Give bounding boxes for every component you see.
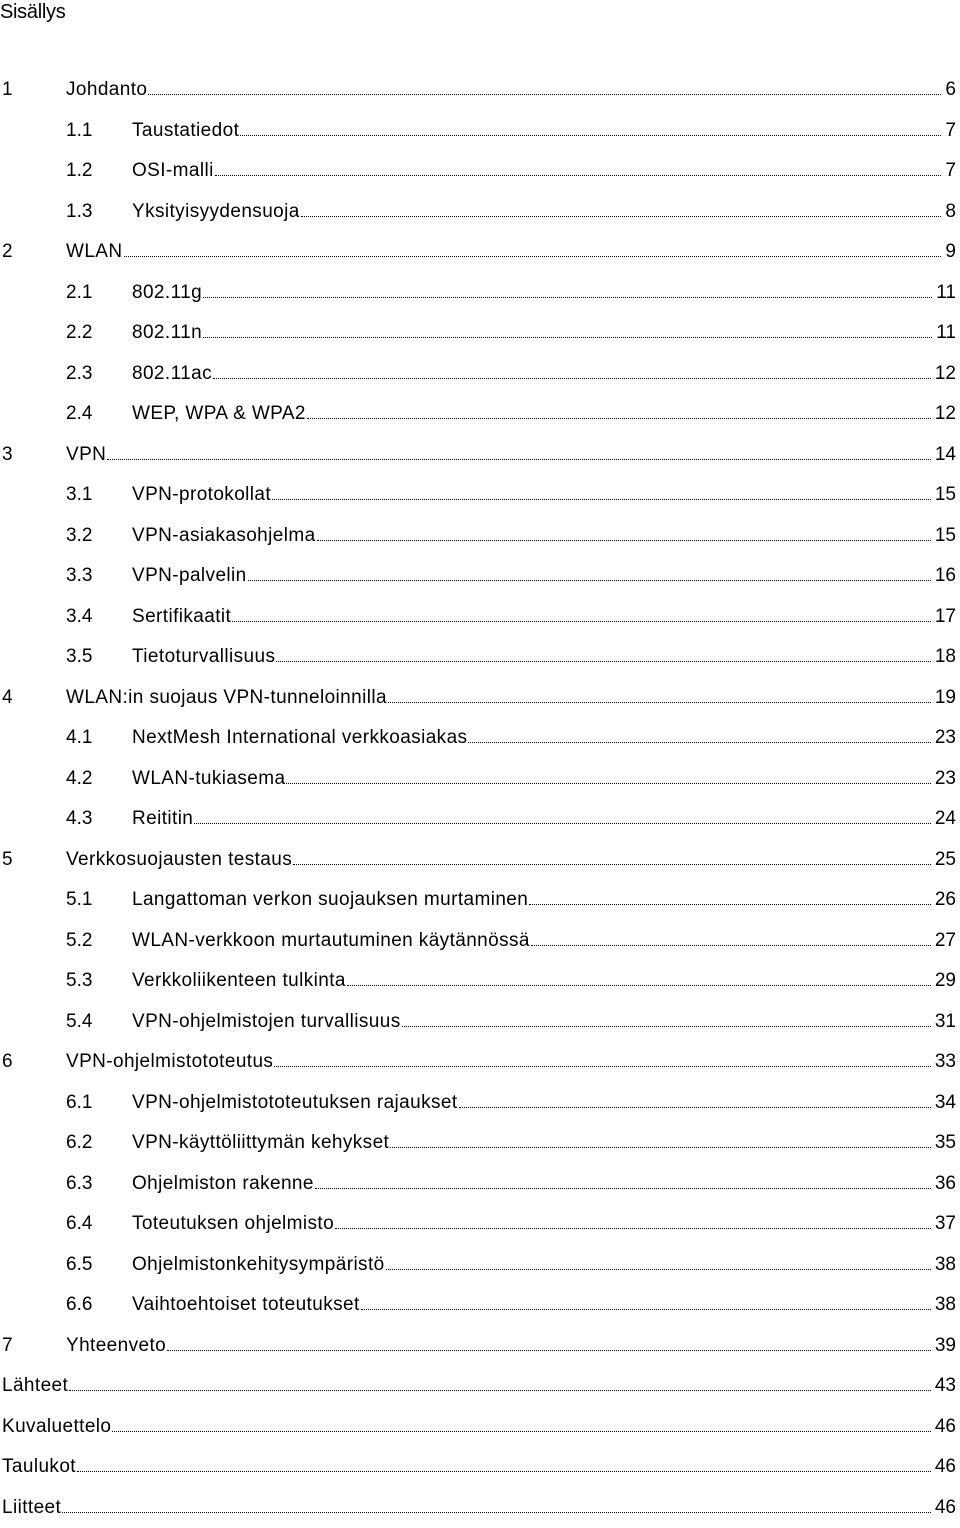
toc-entry-number: 2.4 [66,403,92,425]
toc-entry[interactable] [0,880,960,921]
toc-entry-title[interactable]: WLAN-tukiasema [132,768,285,790]
table-of-contents [0,70,960,1528]
toc-entry-number: 5 [2,849,13,871]
toc-entry-line [132,120,956,142]
toc-entry-page-number: 34 [935,1092,956,1114]
toc-entry-number: 7 [2,1335,13,1357]
toc-entry-title[interactable]: Verkkoliikenteen tulkinta [132,970,346,992]
toc-entry-number: 6 [2,1051,13,1073]
toc-entry-page-number: 16 [935,565,956,587]
toc-entry[interactable] [0,1366,960,1407]
toc-entry[interactable] [0,1123,960,1164]
dot-leader [203,337,932,338]
toc-entry-page-number: 15 [935,525,956,547]
toc-entry-line [66,1051,956,1073]
toc-entry-line [66,849,956,871]
toc-entry-line [132,525,956,547]
toc-entry-line [132,1294,956,1316]
toc-entry-title[interactable]: WLAN-verkkoon murtautuminen käytännössä [132,930,530,952]
toc-entry-number: 6.2 [66,1132,92,1154]
toc-entry[interactable] [0,840,960,881]
toc-entry-line [132,1092,956,1114]
toc-entry-title[interactable]: NextMesh International verkkoasiakas [132,727,467,749]
toc-entry-line [132,768,956,790]
toc-entry-line [66,687,956,709]
toc-entry-line [2,1416,956,1438]
toc-entry[interactable] [0,556,960,597]
toc-entry[interactable] [0,1285,960,1326]
toc-entry-number: 4.1 [66,727,92,749]
toc-entry-title[interactable]: 802.11ac [132,363,212,385]
toc-entry-number: 3 [2,444,13,466]
toc-entry-title[interactable]: VPN-ohjelmistototeutuksen rajaukset [132,1092,458,1114]
toc-entry-number: 3.3 [66,565,92,587]
toc-entry-number: 2 [2,241,13,263]
toc-entry-page-number: 23 [935,768,956,790]
dot-leader [402,1026,931,1027]
toc-entry-page-number: 29 [935,970,956,992]
toc-entry-title[interactable]: Langattoman verkon suojauksen murtaminen [132,889,528,911]
toc-entry-title[interactable]: VPN-palvelin [132,565,247,587]
toc-entry-title[interactable]: Liitteet [2,1497,61,1519]
toc-entry-page-number: 46 [935,1497,956,1519]
toc-entry-line [2,1497,956,1519]
toc-entry-line [132,1173,956,1195]
toc-entry-line [132,160,956,182]
toc-entry-title[interactable]: VPN-ohjelmistototeutus [66,1051,273,1073]
toc-entry[interactable] [0,1407,960,1448]
toc-entry-page-number: 7 [945,120,956,142]
toc-entry[interactable] [0,70,960,111]
toc-entry-page-number: 6 [945,79,956,101]
toc-entry-title[interactable]: VPN-protokollat [132,484,271,506]
toc-entry-number: 6.3 [66,1173,92,1195]
toc-entry-page-number: 35 [935,1132,956,1154]
toc-entry-title[interactable]: Toteutuksen ohjelmisto [132,1213,334,1235]
toc-entry[interactable] [0,678,960,719]
toc-entry-number: 4 [2,687,13,709]
toc-entry-page-number: 46 [935,1456,956,1478]
toc-entry[interactable] [0,1204,960,1245]
toc-entry-page-number: 17 [935,606,956,628]
dot-leader [276,661,930,662]
toc-entry-number: 4.2 [66,768,92,790]
toc-entry[interactable] [0,921,960,962]
toc-entry-title[interactable]: VPN-käyttöliittymän kehykset [132,1132,389,1154]
toc-entry-line [132,1011,956,1033]
toc-entry[interactable] [0,718,960,759]
toc-entry-number: 2.2 [66,322,92,344]
toc-entry[interactable] [0,759,960,800]
toc-entry-number: 6.5 [66,1254,92,1276]
toc-entry-title[interactable]: Vaihtoehtoiset toteutukset [132,1294,360,1316]
toc-entry-line [132,889,956,911]
toc-entry-number: 6.6 [66,1294,92,1316]
dot-leader [459,1107,931,1108]
toc-entry-title[interactable]: Yksityisyydensuoja [132,201,300,223]
toc-entry-page-number: 36 [935,1173,956,1195]
toc-entry[interactable] [0,192,960,233]
toc-entry-page-number: 18 [935,646,956,668]
toc-entry-page-number: 25 [935,849,956,871]
toc-entry[interactable] [0,354,960,395]
toc-entry-number: 1.2 [66,160,92,182]
toc-entry[interactable] [0,597,960,638]
toc-entry-title[interactable]: VPN-asiakasohjelma [132,525,316,547]
dot-leader [272,499,931,500]
dot-leader [77,1471,931,1472]
toc-entry-page-number: 26 [935,889,956,911]
toc-entry-title[interactable]: Yhteenveto [66,1335,166,1357]
toc-entry-title[interactable]: Sertifikaatit [132,606,231,628]
toc-entry-line [132,1132,956,1154]
toc-entry-title[interactable]: Johdanto [66,79,147,101]
toc-entry-page-number: 27 [935,930,956,952]
toc-entry-number: 3.1 [66,484,92,506]
dot-leader [361,1309,931,1310]
dot-leader [215,175,942,176]
toc-entry-page-number: 12 [935,363,956,385]
toc-entry-line [66,241,956,263]
toc-entry-title[interactable]: Ohjelmistonkehitysympäristö [132,1254,385,1276]
toc-entry-title[interactable]: Tietoturvallisuus [132,646,275,668]
toc-entry-number: 5.2 [66,930,92,952]
toc-entry-page-number: 24 [935,808,956,830]
dot-leader [274,1066,931,1067]
toc-entry[interactable] [0,273,960,314]
toc-entry-number: 6.1 [66,1092,92,1114]
toc-entry-title[interactable]: Ohjelmiston rakenne [132,1173,314,1195]
toc-entry[interactable] [0,1083,960,1124]
dot-leader [347,985,931,986]
toc-entry-title[interactable]: Lähteet [2,1375,68,1397]
toc-entry-line [132,322,956,344]
dot-leader [293,864,931,865]
toc-entry-title[interactable]: 802.11n [132,322,202,344]
toc-entry-title[interactable]: Reititin [132,808,193,830]
toc-entry[interactable] [0,1164,960,1205]
toc-entry-line [132,930,956,952]
dot-leader [167,1350,931,1351]
toc-entry[interactable] [0,516,960,557]
dot-leader [232,621,931,622]
toc-entry-page-number: 46 [935,1416,956,1438]
toc-entry[interactable] [0,1326,960,1367]
dot-leader [531,945,931,946]
toc-entry-line [2,1375,956,1397]
toc-entry-line [132,484,956,506]
toc-entry-line [132,201,956,223]
dot-leader [194,823,931,824]
toc-entry-line [132,808,956,830]
toc-entry-line [132,282,956,304]
toc-entry-page-number: 8 [945,201,956,223]
toc-entry[interactable] [0,799,960,840]
toc-entry-page-number: 38 [935,1254,956,1276]
dot-leader [213,378,931,379]
toc-entry[interactable] [0,475,960,516]
toc-entry-page-number: 14 [935,444,956,466]
toc-entry[interactable] [0,313,960,354]
toc-entry-page-number: 11 [936,282,956,304]
toc-entry[interactable] [0,637,960,678]
dot-leader [317,540,931,541]
toc-entry-number: 3.5 [66,646,92,668]
toc-entry[interactable] [0,435,960,476]
toc-entry[interactable] [0,1488,960,1528]
dot-leader [301,216,942,217]
toc-entry-title[interactable]: WLAN [66,241,123,263]
toc-entry-line [132,363,956,385]
dot-leader [315,1188,931,1189]
toc-entry-line [132,727,956,749]
toc-entry-title[interactable]: Verkkosuojausten testaus [66,849,292,871]
toc-entry-title[interactable]: Kuvaluettelo [2,1416,111,1438]
toc-entry-number: 5.3 [66,970,92,992]
toc-entry-number: 1.1 [66,120,92,142]
toc-entry-page-number: 7 [945,160,956,182]
toc-entry[interactable] [0,1447,960,1488]
toc-entry-title[interactable]: VPN [66,444,106,466]
toc-entry-title[interactable]: VPN-ohjelmistojen turvallisuus [132,1011,401,1033]
dot-leader [107,459,931,460]
toc-entry-line [132,565,956,587]
toc-entry-title[interactable]: WEP, WPA & WPA2 [132,403,306,425]
toc-entry-page-number: 11 [936,322,956,344]
toc-entry-number: 6.4 [66,1213,92,1235]
toc-entry-page-number: 31 [935,1011,956,1033]
toc-entry-title[interactable]: WLAN:in suojaus VPN-tunneloinnilla [66,687,387,709]
toc-entry-title[interactable]: Taulukot [2,1456,76,1478]
toc-entry[interactable] [0,961,960,1002]
dot-leader [529,904,931,905]
dot-leader [203,297,932,298]
toc-entry-line [132,606,956,628]
dot-leader [468,742,930,743]
toc-entry-number: 2.3 [66,363,92,385]
toc-entry-line [132,403,956,425]
toc-entry-page-number: 23 [935,727,956,749]
dot-leader [112,1431,930,1432]
dot-leader [62,1512,931,1513]
toc-entry-line [132,646,956,668]
toc-entry-page-number: 9 [945,241,956,263]
toc-entry[interactable] [0,151,960,192]
toc-entry-page-number: 39 [935,1335,956,1357]
toc-entry-line [132,1254,956,1276]
toc-entry-number: 4.3 [66,808,92,830]
toc-entry[interactable] [0,1245,960,1286]
dot-leader [240,135,941,136]
toc-entry-number: 1.3 [66,201,92,223]
toc-entry-line [132,970,956,992]
toc-entry-page-number: 12 [935,403,956,425]
dot-leader [386,1269,931,1270]
toc-entry-page-number: 19 [935,687,956,709]
toc-entry-line [66,79,956,101]
toc-entry-page-number: 33 [935,1051,956,1073]
toc-entry-number: 3.2 [66,525,92,547]
toc-entry-line [132,1213,956,1235]
toc-entry-page-number: 38 [935,1294,956,1316]
toc-entry-page-number: 37 [935,1213,956,1235]
toc-entry-number: 5.4 [66,1011,92,1033]
dot-leader [248,580,931,581]
toc-entry-line [66,1335,956,1357]
toc-entry-title[interactable]: 802.11g [132,282,202,304]
toc-entry[interactable] [0,111,960,152]
page-title: Sisällys [0,0,65,24]
toc-entry[interactable] [0,232,960,273]
toc-entry-page-number: 43 [935,1375,956,1397]
dot-leader [124,256,942,257]
toc-entry-page-number: 15 [935,484,956,506]
toc-entry[interactable] [0,1042,960,1083]
toc-entry-number: 5.1 [66,889,92,911]
toc-entry-number: 3.4 [66,606,92,628]
toc-entry-title[interactable]: OSI-malli [132,160,214,182]
dot-leader [388,702,931,703]
toc-entry[interactable] [0,1002,960,1043]
toc-entry-title[interactable]: Taustatiedot [132,120,239,142]
toc-entry-line [2,1456,956,1478]
dot-leader [69,1390,931,1391]
toc-entry[interactable] [0,394,960,435]
toc-entry-number: 1 [2,79,13,101]
dot-leader [286,783,930,784]
toc-entry-line [66,444,956,466]
dot-leader [390,1147,931,1148]
dot-leader [335,1228,931,1229]
toc-entry-number: 2.1 [66,282,92,304]
dot-leader [307,418,931,419]
dot-leader [148,94,941,95]
